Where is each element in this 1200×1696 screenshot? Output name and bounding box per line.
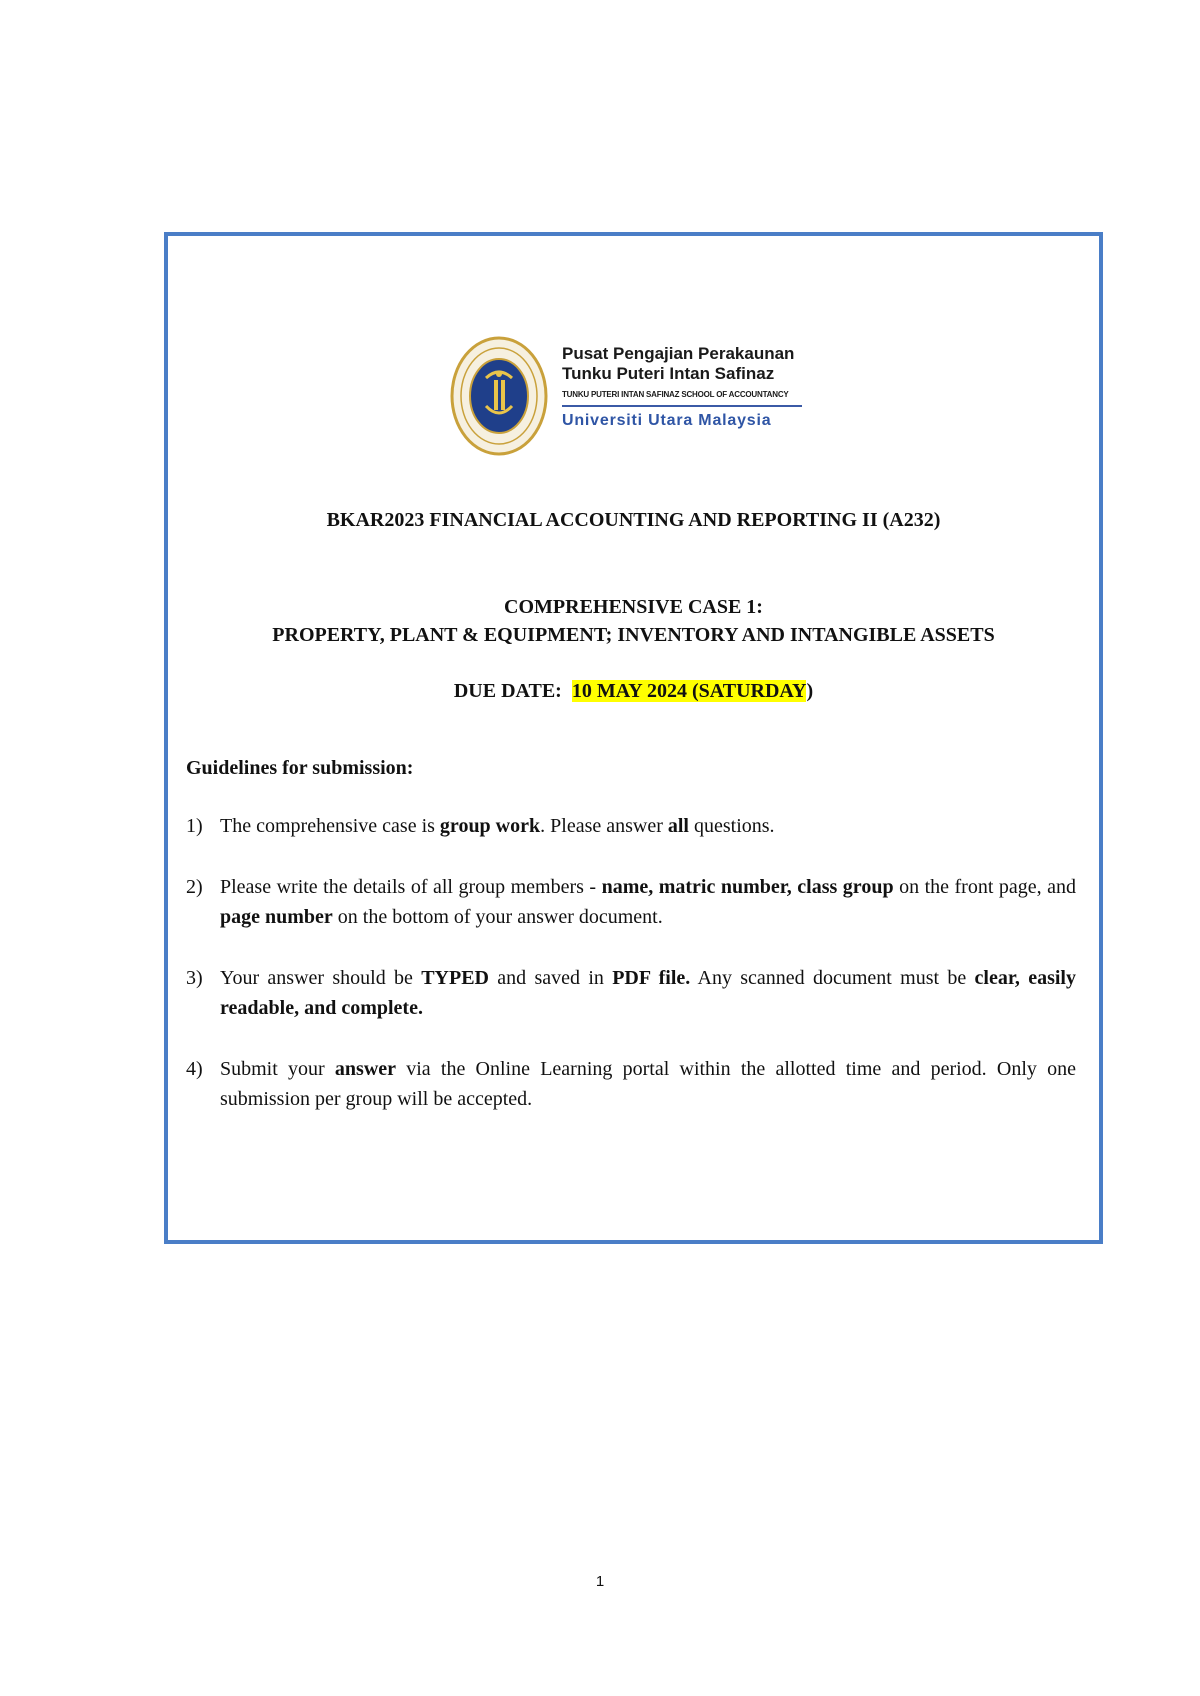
logo-line-2: Tunku Puteri Intan Safinaz [562,364,775,383]
item-text: and saved in [489,967,613,989]
due-date-label: DUE DATE: [453,680,562,702]
item-bold: group work [439,815,541,837]
item-bold: page number [220,906,333,928]
guideline-item [186,811,1076,841]
logo-line-3: TUNKU PUTERI INTAN SAFINAZ SCHOOL OF ACCOUNTANCY [562,390,789,399]
item-bold: all [667,815,689,837]
item-bold: name, matric number, class group [601,876,894,898]
item-text: via the Online Learning portal within the allotted time and period. Only one submission per group will be accepted. [220,1058,1077,1110]
item-text: on the front page, and [893,876,1077,898]
guideline-item [186,963,1076,1023]
item-text: Any scanned document must be [690,967,975,989]
logo-university-name: Universiti Utara Malaysia [562,412,772,429]
item-text: Please write the details of all group members - [220,876,602,898]
item-bold: answer [334,1058,397,1080]
item-text: Submit your [220,1058,335,1080]
guideline-item [186,872,1076,932]
item-text: on the bottom of your answer document. [332,906,663,928]
item-bold: TYPED [421,967,489,989]
item-text: . Please answer [540,815,668,837]
cover-frame [164,232,1103,1244]
item-number: 4) [186,1058,203,1080]
case-subtitle: PROPERTY, PLANT & EQUIPMENT; INVENTORY AND INTANGIBLE ASSETS [272,624,995,646]
logo-divider [562,405,802,407]
item-text: Your answer should be [220,967,422,989]
item-number: 3) [186,967,203,989]
course-title: BKAR2023 FINANCIAL ACCOUNTING AND REPORTING II (A232) [326,509,941,531]
page-number: 1 [595,1573,605,1590]
due-date-close: ) [806,680,814,702]
guideline-item [186,1054,1076,1114]
item-number: 1) [186,815,203,837]
university-seal-icon [450,336,548,456]
item-bold: PDF file. [612,967,691,989]
case-title: COMPREHENSIVE CASE 1: [504,596,763,618]
item-text: The comprehensive case is [220,815,440,837]
school-logo [450,336,850,456]
logo-line-1: Pusat Pengajian Perakaunan [562,344,795,363]
item-number: 2) [186,876,203,898]
item-bold: clear, easily readable, and complete. [220,967,1076,1019]
due-date [168,680,1099,703]
item-text: questions. [689,815,775,837]
due-date-value: 10 MAY 2024 (SATURDAY [571,680,807,702]
guidelines-title: Guidelines for submission: [186,757,414,779]
